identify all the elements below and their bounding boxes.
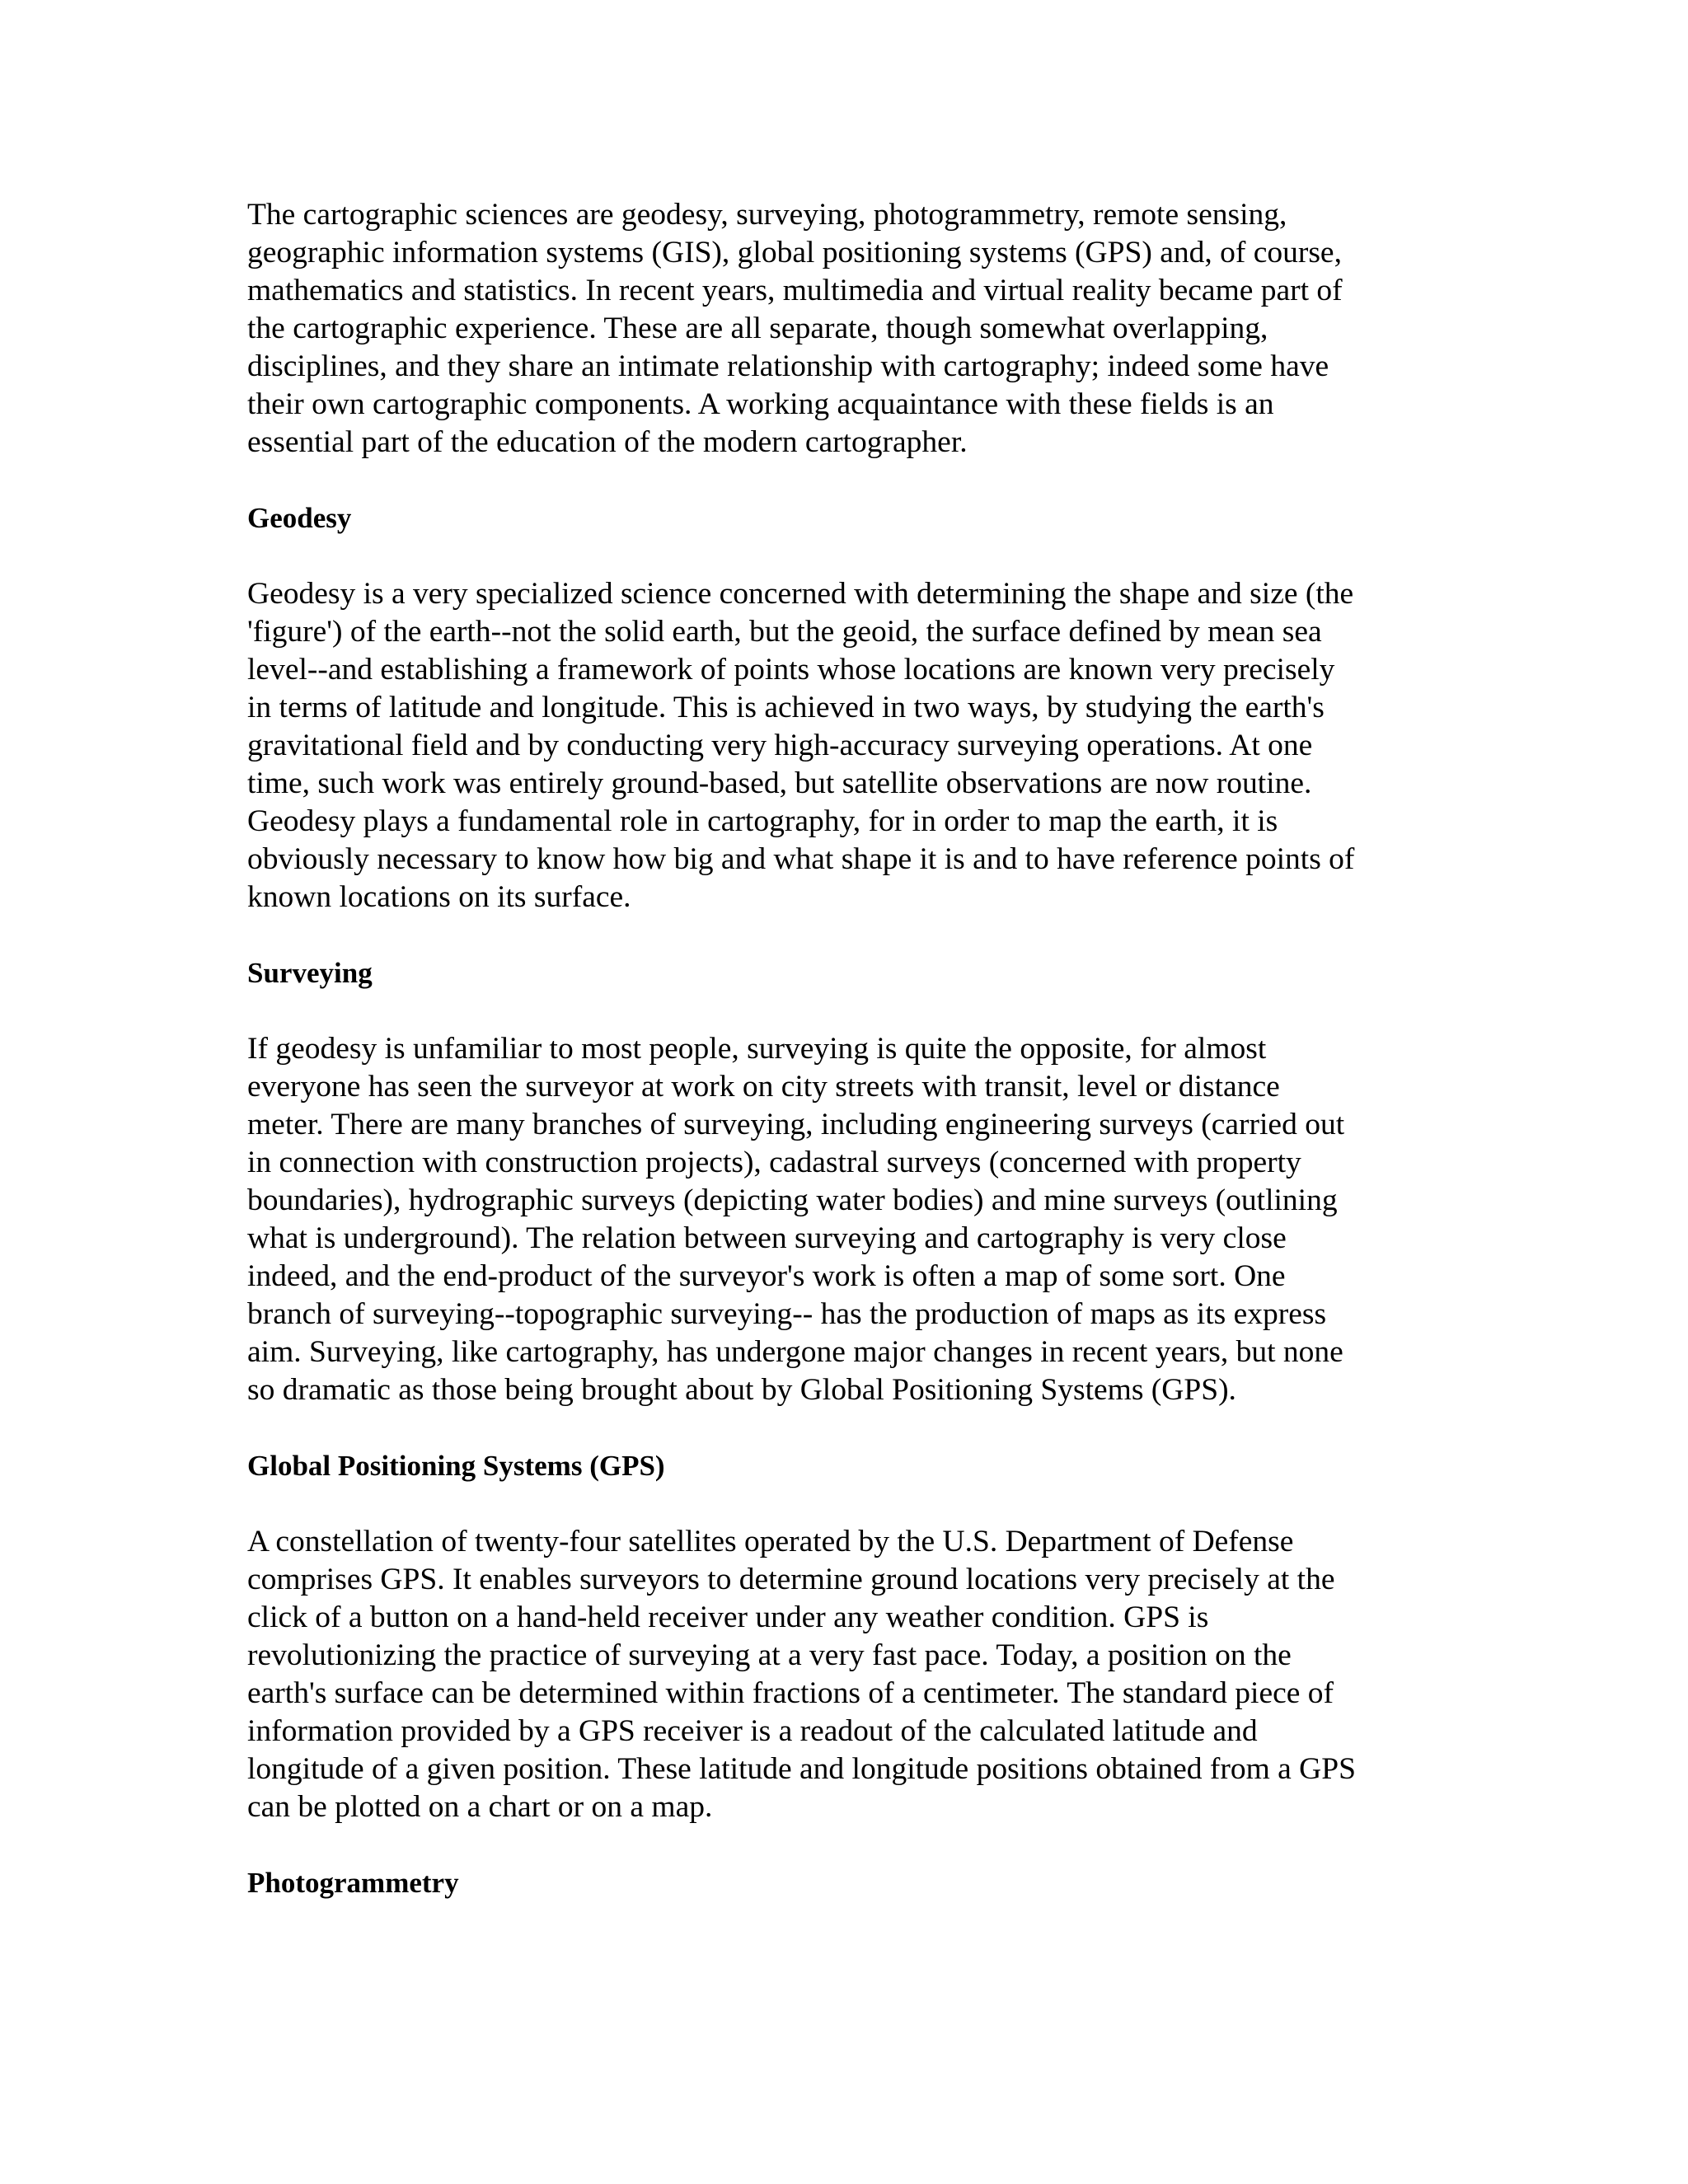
section-heading-surveying: Surveying [247,957,373,989]
paragraph-gap [247,1826,1442,1864]
text-line: in terms of latitude and longitude. This is achieved in two ways, by studying the earth's [247,691,1325,724]
text-line: the cartographic experience. These are all separate, though somewhat overlapping, [247,312,1268,345]
text-line: earth's surface can be determined within fractions of a centimeter. The standard piece of [247,1676,1334,1710]
intro-paragraph [247,196,1442,462]
text-line: can be plotted on a chart or on a map. [247,1790,713,1824]
text-line: time, such work was entirely ground-based, but satellite observations are now routine. [247,766,1312,800]
text-line: revolutionizing the practice of surveying at a very fast pace. Today, a position on the [247,1638,1292,1672]
paragraph-gap [247,1485,1442,1523]
text-line: longitude of a given position. These latitude and longitude positions obtained from a GPS [247,1752,1356,1786]
text-line: A constellation of twenty-four satellites operated by the U.S. Department of Defense [247,1525,1294,1558]
paragraph-gap [247,537,1442,575]
paragraph-gap [247,462,1442,499]
text-line: known locations on its surface. [247,880,631,914]
text-line: meter. There are many branches of surveying, including engineering surveys (carried out [247,1108,1345,1141]
gps-paragraph [247,1523,1442,1826]
text-line: The cartographic sciences are geodesy, surveying, photogrammetry, remote sensing, [247,198,1287,232]
text-line: click of a button on a hand-held receiver under any weather condition. GPS is [247,1601,1209,1634]
text-line: their own cartographic components. A working acquaintance with these fields is an [247,387,1274,421]
geodesy-paragraph [247,575,1442,916]
text-line: If geodesy is unfamiliar to most people, surveying is quite the opposite, for almost [247,1032,1267,1066]
text-line: obviously necessary to know how big and what shape it is and to have reference points of [247,842,1355,876]
text-line: level--and establishing a framework of points whose locations are known very precisely [247,653,1335,687]
text-line: boundaries), hydrographic surveys (depicting water bodies) and mine surveys (outlining [247,1183,1338,1217]
section-heading-photogrammetry: Photogrammetry [247,1867,459,1899]
text-line: Geodesy is a very specialized science concerned with determining the shape and size (the [247,577,1354,611]
text-line: information provided by a GPS receiver is a readout of the calculated latitude and [247,1714,1258,1748]
surveying-paragraph [247,1030,1442,1409]
text-line: in connection with construction projects), cadastral surveys (concerned with property [247,1146,1301,1179]
section-heading-gps: Global Positioning Systems (GPS) [247,1450,665,1482]
paragraph-gap [247,992,1442,1030]
section-heading-geodesy: Geodesy [247,502,352,534]
document-body [247,196,1442,1902]
text-line: disciplines, and they share an intimate relationship with cartography; indeed some have [247,349,1329,383]
text-line: Geodesy plays a fundamental role in cartography, for in order to map the earth, it is [247,804,1278,838]
text-line: comprises GPS. It enables surveyors to determine ground locations very precisely at the [247,1563,1335,1596]
text-line: essential part of the education of the modern cartographer. [247,425,968,459]
paragraph-gap [247,1409,1442,1447]
text-line: 'figure') of the earth--not the solid earth, but the geoid, the surface defined by mean sea [247,615,1322,649]
text-line: what is underground). The relation between surveying and cartography is very close [247,1221,1287,1255]
text-line: mathematics and statistics. In recent years, multimedia and virtual reality became part of [247,274,1343,307]
text-line: so dramatic as those being brought about by Global Positioning Systems (GPS). [247,1373,1236,1407]
text-line: branch of surveying--topographic surveying-- has the production of maps as its express [247,1297,1327,1331]
text-line: everyone has seen the surveyor at work on city streets with transit, level or distance [247,1070,1280,1104]
text-line: indeed, and the end-product of the surveyor's work is often a map of some sort. One [247,1259,1286,1293]
text-line: geographic information systems (GIS), global positioning systems (GPS) and, of course, [247,236,1342,269]
paragraph-gap [247,916,1442,954]
text-line: aim. Surveying, like cartography, has undergone major changes in recent years, but none [247,1335,1343,1369]
text-line: gravitational field and by conducting very high-accuracy surveying operations. At one [247,729,1313,762]
